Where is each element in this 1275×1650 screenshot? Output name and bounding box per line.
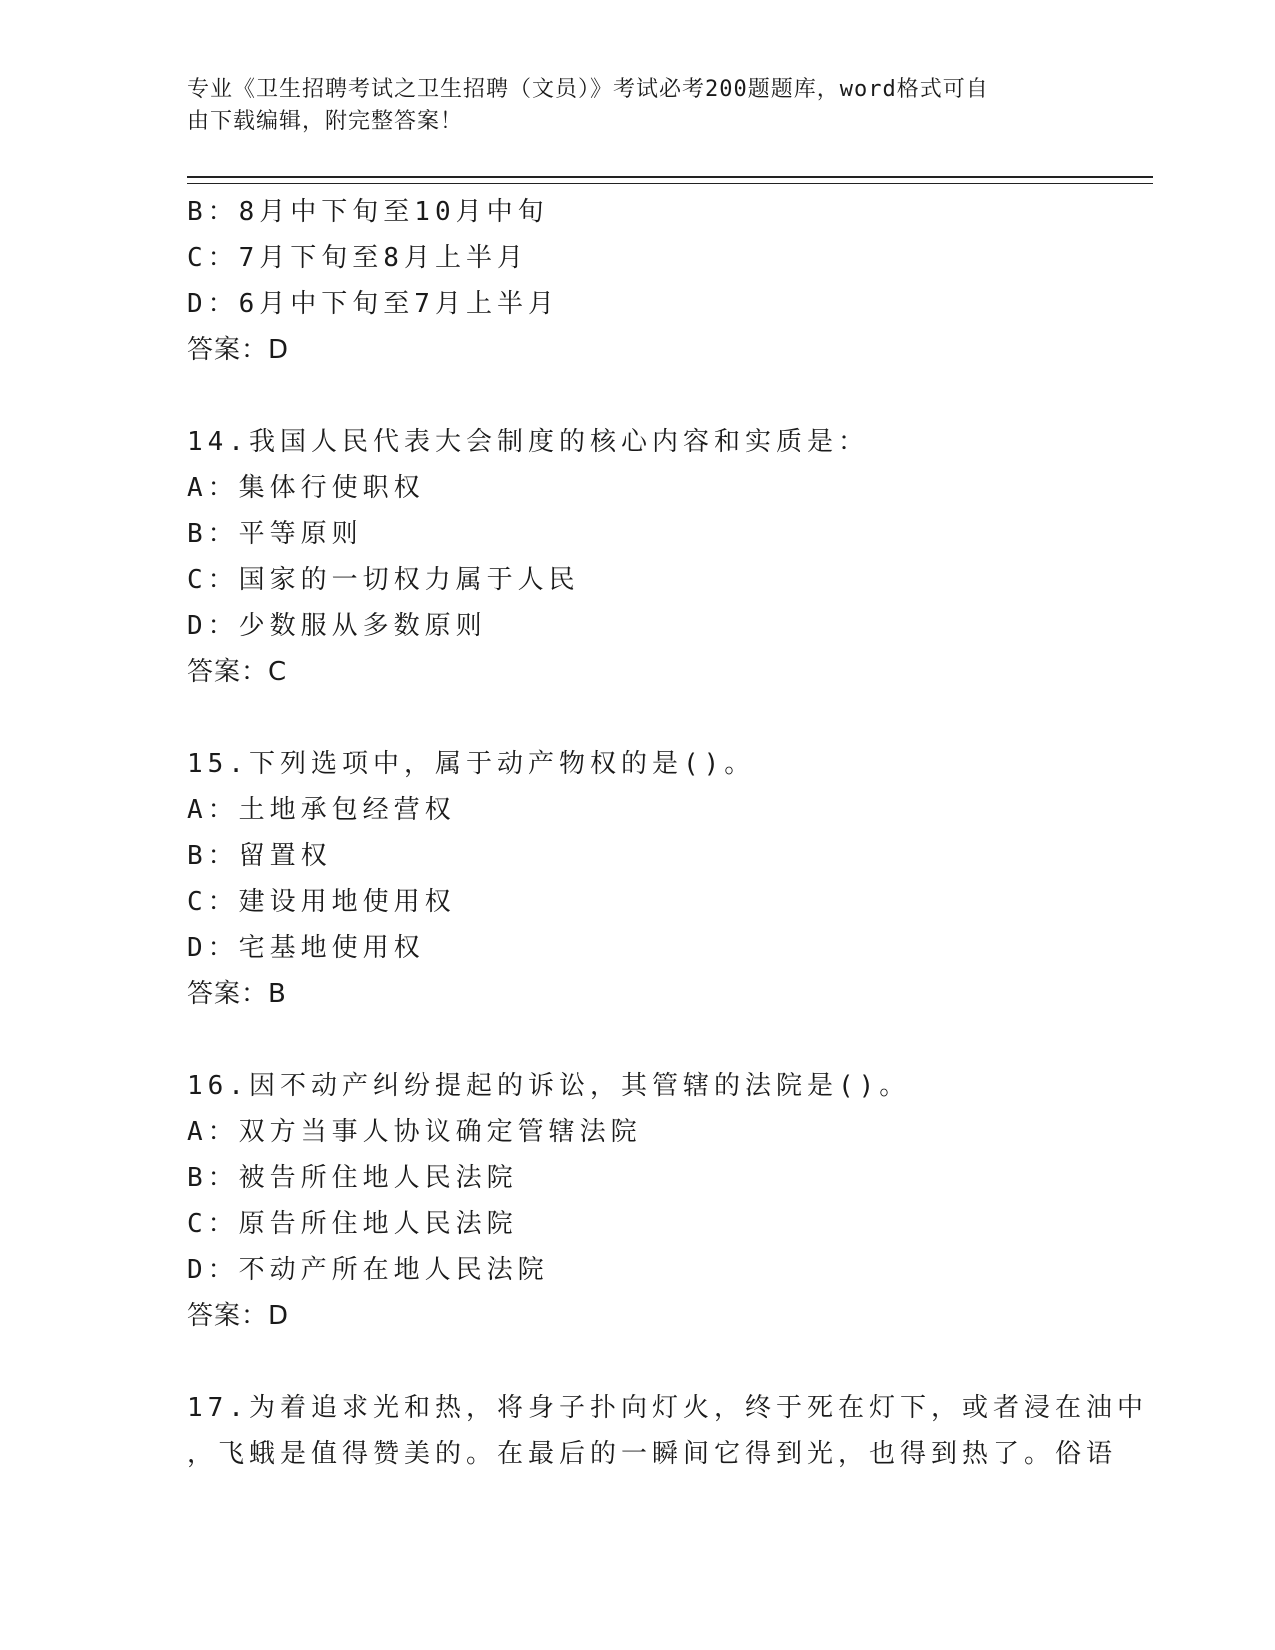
spacer xyxy=(187,1017,1087,1063)
option-a: A：双方当事人协议确定管辖法院 xyxy=(187,1117,642,1147)
spacer xyxy=(187,373,1087,419)
document-header xyxy=(187,74,1067,138)
option-a: A：土地承包经营权 xyxy=(187,795,456,825)
option-c: C：7月下旬至8月上半月 xyxy=(187,243,528,273)
option-b: B：留置权 xyxy=(187,841,332,871)
header-line-2: 由下载编辑，附完整答案！ xyxy=(187,109,464,134)
question-14 xyxy=(187,419,1087,695)
question-stem: 16.因不动产纠纷提起的诉讼，其管辖的法院是()。 xyxy=(187,1071,911,1101)
option-d: D：少数服从多数原则 xyxy=(187,611,487,641)
question-13-tail xyxy=(187,189,1087,373)
option-b: B：被告所住地人民法院 xyxy=(187,1163,518,1193)
option-d: D：不动产所在地人民法院 xyxy=(187,1255,549,1285)
question-stem-line-2: ，飞蛾是值得赞美的。在最后的一瞬间它得到光，也得到热了。俗语 xyxy=(187,1439,1118,1469)
header-divider-thin xyxy=(187,183,1153,184)
option-c: C：原告所住地人民法院 xyxy=(187,1209,518,1239)
question-list xyxy=(187,189,1148,1477)
option-b: B：8月中下旬至10月中旬 xyxy=(187,197,549,227)
question-stem-line-1: 17.为着追求光和热，将身子扑向灯火，终于死在灯下，或者浸在油中 xyxy=(187,1393,1148,1423)
option-c: C：国家的一切权力属于人民 xyxy=(187,565,580,595)
spacer xyxy=(187,1339,1087,1385)
answer-line: 答案：D xyxy=(187,1301,290,1331)
header-line-1: 专业《卫生招聘考试之卫生招聘（文员）》考试必考200题题库，word格式可自 xyxy=(187,77,989,102)
option-d: D：6月中下旬至7月上半月 xyxy=(187,289,559,319)
spacer xyxy=(187,695,1087,741)
question-15 xyxy=(187,741,1087,1017)
option-a: A：集体行使职权 xyxy=(187,473,425,503)
answer-line: 答案：B xyxy=(187,979,287,1009)
question-17 xyxy=(187,1385,1148,1477)
option-d: D：宅基地使用权 xyxy=(187,933,425,963)
option-b: B：平等原则 xyxy=(187,519,363,549)
question-16 xyxy=(187,1063,1087,1339)
answer-line: 答案：C xyxy=(187,657,288,687)
answer-line: 答案：D xyxy=(187,335,290,365)
header-divider-thick xyxy=(187,176,1153,178)
question-stem: 14.我国人民代表大会制度的核心内容和实质是： xyxy=(187,427,869,457)
option-c: C：建设用地使用权 xyxy=(187,887,456,917)
question-stem: 15.下列选项中，属于动产物权的是()。 xyxy=(187,749,756,779)
